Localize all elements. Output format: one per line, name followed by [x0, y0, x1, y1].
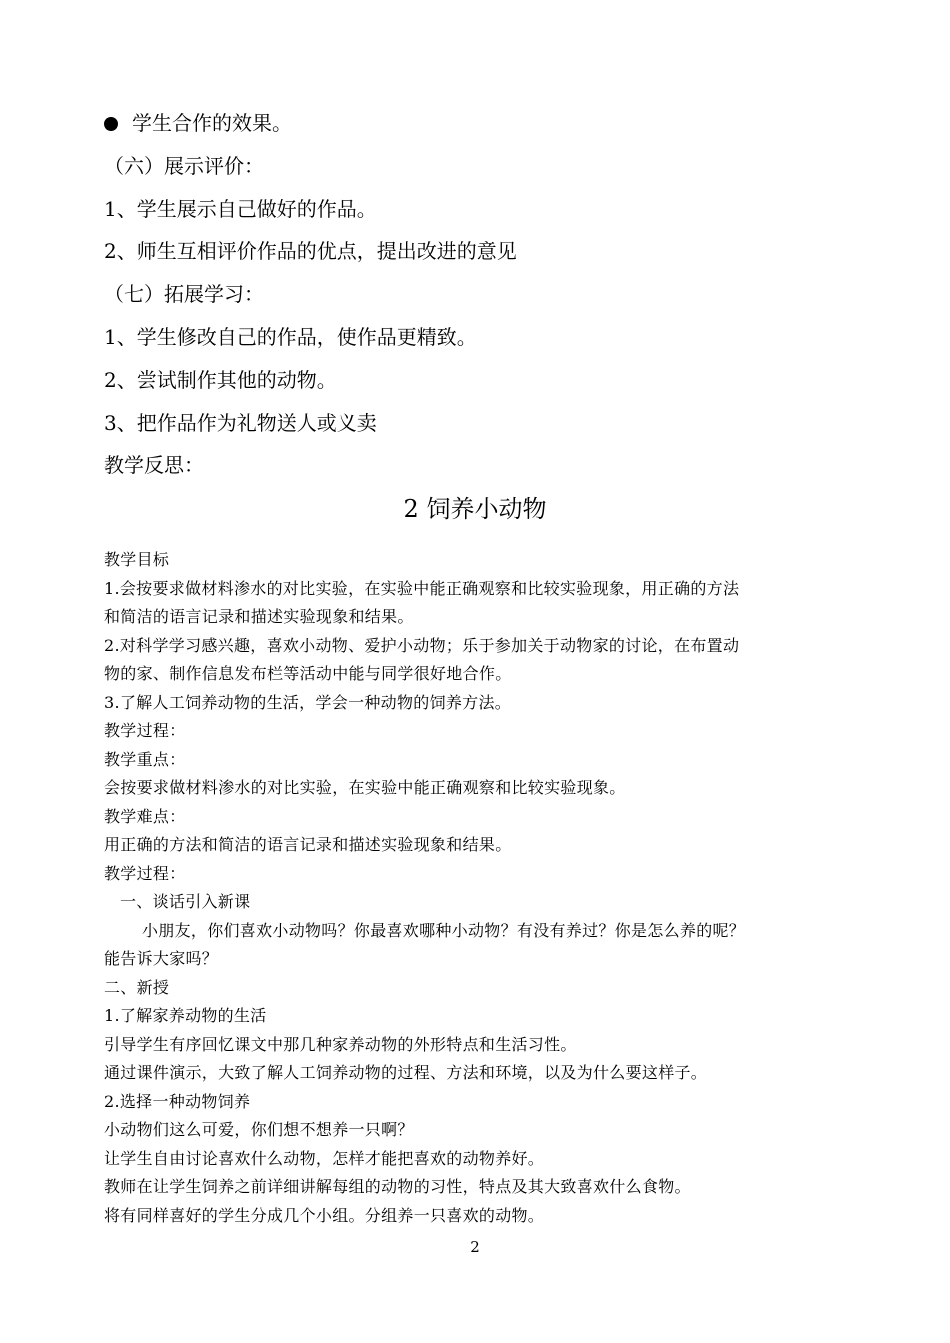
section-heading-extended-learning: （七）拓展学习：	[104, 282, 264, 307]
bullet-dot-icon	[104, 117, 118, 131]
lesson-body	[104, 546, 854, 1230]
body-line: 物的家、制作信息发布栏等活动中能与同学很好地合作。	[104, 664, 512, 683]
body-line: 教学目标	[104, 550, 170, 569]
lesson-title: 2 饲养小动物	[403, 495, 547, 523]
body-line: 2.选择一种动物饲养	[104, 1091, 251, 1111]
body-line: 1.了解家养动物的生活	[104, 1006, 267, 1025]
body-line: 教学过程：	[104, 863, 186, 883]
body-line: 教学过程：	[104, 721, 186, 740]
body-line: 教学重点：	[104, 749, 186, 769]
body-line: 将有同样喜好的学生分成几个小组。分组养一只喜欢的动物。	[104, 1205, 545, 1225]
bullet-text: 学生合作的效果。	[132, 111, 292, 135]
activity-steps	[104, 108, 864, 493]
body-line: 教学难点：	[104, 806, 186, 826]
step-line: 1、学生修改自己的作品，使作品更精致。	[104, 324, 477, 349]
body-line: 引导学生有序回忆课文中那几种家养动物的外形特点和生活习性。	[104, 1034, 577, 1054]
body-line: 让学生自由讨论喜欢什么动物，怎样才能把喜欢的动物养好。	[104, 1148, 545, 1168]
body-line: 和简洁的语言记录和描述实验现象和结果。	[104, 607, 414, 626]
body-line: 小朋友，你们喜欢小动物吗？你最喜欢哪种小动物？有没有养过？你是怎么养的呢？	[142, 920, 746, 940]
body-line: 二、新授	[104, 977, 170, 997]
body-line: 3.了解人工饲养动物的生活，学会一种动物的饲养方法。	[104, 692, 512, 712]
body-line: 1.会按要求做材料渗水的对比实验，在实验中能正确观察和比较实验现象，用正确的方法	[104, 578, 740, 598]
teaching-reflection-label: 教学反思：	[104, 453, 204, 478]
body-line: 通过课件演示，大致了解人工饲养动物的过程、方法和环境，以及为什么要这样子。	[104, 1063, 708, 1082]
body-line: 用正确的方法和简洁的语言记录和描述实验现象和结果。	[104, 835, 512, 854]
bullet-line	[104, 108, 864, 151]
body-line: 小动物们这么可爱，你们想不想养一只啊？	[104, 1120, 414, 1139]
section-heading-display-evaluation: （六）展示评价：	[104, 153, 264, 178]
step-line: 2、师生互相评价作品的优点，提出改进的意见	[104, 239, 517, 264]
step-line: 2、尝试制作其他的动物。	[104, 367, 337, 392]
step-line: 1、学生展示自己做好的作品。	[104, 196, 377, 221]
body-line: 一、谈话引入新课	[120, 892, 251, 911]
body-line: 会按要求做材料渗水的对比实验，在实验中能正确观察和比较实验现象。	[104, 778, 626, 797]
step-line: 3、把作品作为礼物送人或义卖	[104, 410, 377, 435]
page-number: 2	[470, 1238, 480, 1256]
body-line: 教师在让学生饲养之前详细讲解每组的动物的习性，特点及其大致喜欢什么食物。	[104, 1177, 691, 1196]
body-line: 能告诉大家吗？	[104, 949, 219, 968]
body-line: 2.对科学学习感兴趣，喜欢小动物、爱护小动物；乐于参加关于动物家的讨论，在布置动	[104, 635, 740, 655]
